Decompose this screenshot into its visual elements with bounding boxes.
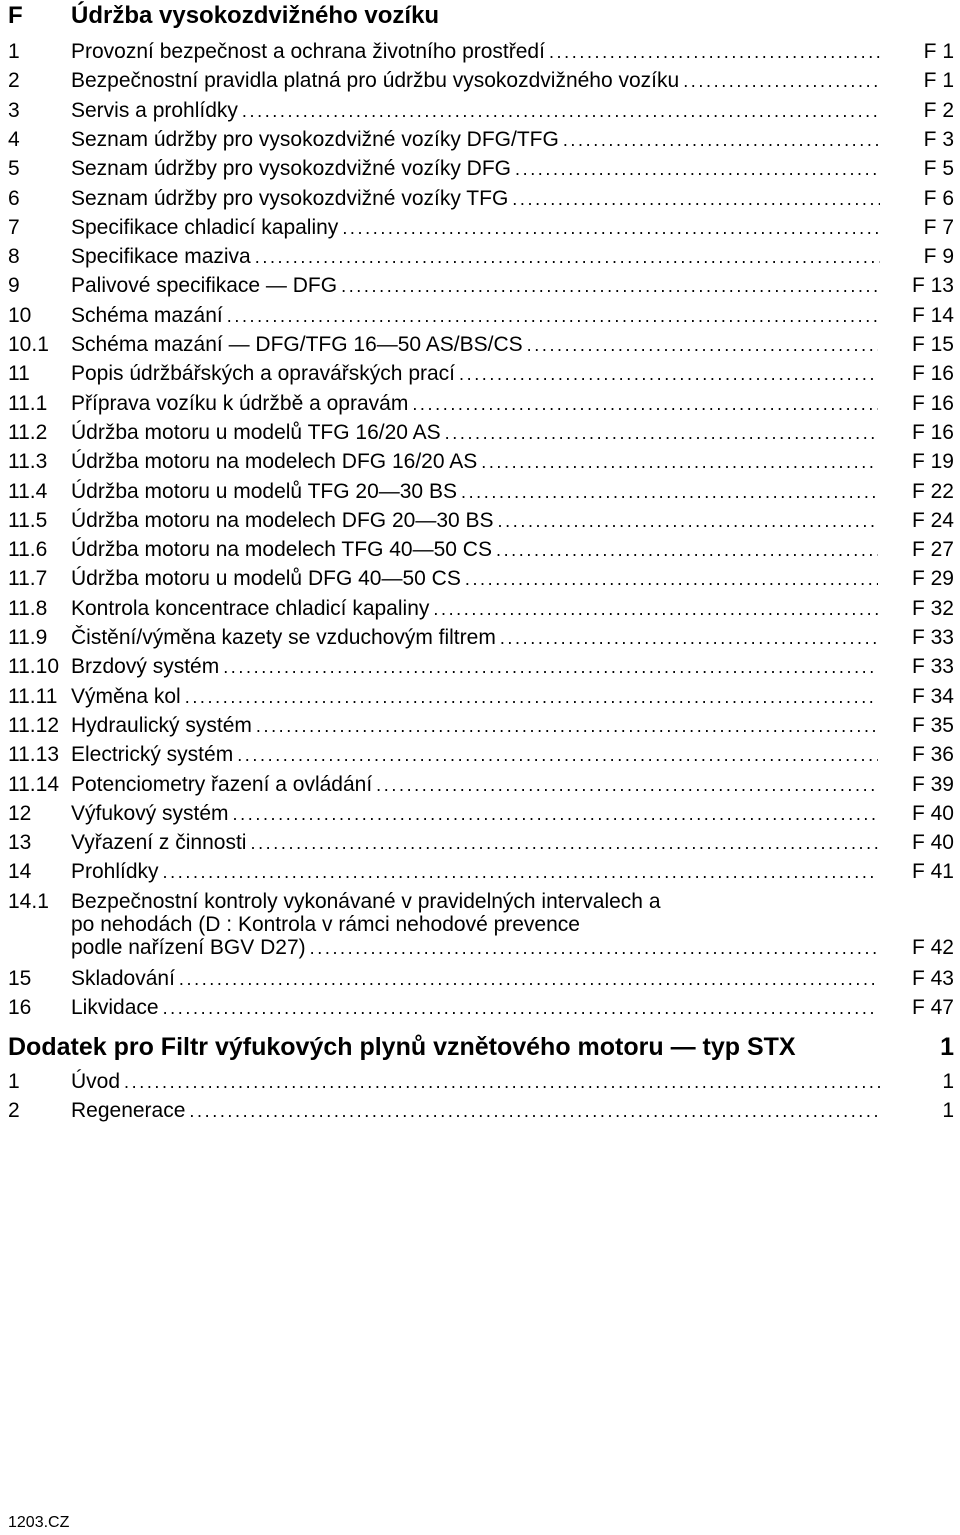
appendix-heading (8, 1033, 954, 1067)
toc-entry-number: 5 (8, 157, 20, 181)
toc-entry-title: Údržba motoru na modelech DFG 20—30 BS (71, 508, 494, 532)
toc-entry-number: 11.10 (8, 655, 59, 679)
toc-entry-number: 3 (8, 98, 20, 122)
toc-entry[interactable] (8, 184, 954, 213)
toc-entry-number: 11.13 (8, 743, 59, 767)
dot-leader (233, 800, 878, 829)
dot-leader (445, 419, 878, 448)
toc-entry-page: F 35 (911, 713, 954, 737)
toc-entry-page: F 16 (911, 420, 954, 444)
dot-leader (481, 448, 878, 477)
toc-entry-title: Hydraulický systém (71, 713, 252, 737)
toc-entry-number: 11.12 (8, 713, 59, 737)
toc-entry[interactable] (8, 594, 954, 623)
toc-entry-page: F 36 (911, 743, 954, 767)
toc-entry-number: 11.4 (8, 479, 48, 503)
dot-leader (342, 214, 880, 243)
appendix-page: 1 (940, 1033, 954, 1061)
toc-entry-number: 11.2 (8, 420, 48, 444)
toc-entry-number: 15 (8, 967, 32, 990)
toc-entry-page: F 39 (911, 772, 954, 796)
appendix-entry[interactable] (8, 1067, 954, 1096)
toc-entry-number: 14 (8, 860, 32, 884)
toc-entry-title: Schéma mazání (71, 303, 223, 327)
toc-entry[interactable] (8, 154, 954, 183)
toc-entry-page: F 3 (923, 127, 954, 151)
toc-entry-14-1[interactable] (8, 890, 954, 964)
toc-entry-title: Seznam údržby pro vysokozdvižné vozíky DFG (71, 157, 511, 181)
dot-leader (237, 741, 878, 770)
toc-entry-title: Palivové specifikace — DFG (71, 274, 338, 298)
toc-entry[interactable] (8, 213, 954, 242)
toc-entry-number: 13 (8, 831, 32, 855)
dot-leader (256, 712, 878, 741)
toc-entry[interactable] (8, 857, 954, 886)
toc-entry[interactable] (8, 711, 954, 740)
toc-entry-page: 1 (942, 1070, 954, 1093)
dot-leader (683, 67, 880, 96)
toc-entry-title: Provozní bezpečnost a ochrana životního prostředí (71, 40, 545, 63)
toc-entry-page: F 24 (911, 508, 954, 532)
toc-entry-page: F 16 (911, 391, 954, 415)
toc-entry[interactable] (8, 564, 954, 593)
toc-entry-number: 11.6 (8, 538, 48, 562)
dot-leader (242, 97, 880, 126)
toc-entry[interactable] (8, 96, 954, 125)
toc-entry[interactable] (8, 330, 954, 359)
dot-leader (250, 829, 878, 858)
toc-entry[interactable] (8, 740, 954, 769)
toc-entry[interactable] (8, 66, 954, 95)
toc-entry-page: F 16 (911, 362, 954, 386)
toc-entry-number: 11 (8, 362, 30, 386)
toc-entry-page: F 41 (911, 860, 954, 884)
toc-entry-title-line3: podle nařízení BGV D27) (71, 936, 306, 959)
toc-entry-page: F 6 (923, 186, 954, 210)
toc-entry[interactable] (8, 652, 954, 681)
toc-entry-title: Úvod (71, 1070, 121, 1093)
toc-entry[interactable] (8, 242, 954, 271)
toc-entry-title: Údržba motoru na modelech DFG 16/20 AS (71, 450, 478, 474)
toc-entry-page: F 33 (911, 655, 954, 679)
toc-entry-number: 2 (8, 69, 20, 93)
dot-leader (512, 185, 880, 214)
toc-entry-page: F 14 (911, 303, 954, 327)
dot-leader (227, 302, 878, 331)
dot-leader (255, 243, 880, 272)
toc-entry-title: Kontrola koncentrace chladicí kapaliny (71, 596, 430, 620)
toc-entry-page: 1 (942, 1099, 954, 1123)
toc-entry-title: Regenerace (71, 1099, 186, 1123)
toc-entry-title: Údržba motoru u modelů TFG 20—30 BS (71, 479, 457, 503)
dot-leader (459, 360, 878, 389)
toc-entry-page: F 22 (911, 479, 954, 503)
toc-entry-title-line2: po nehodách (D : Kontrola v rámci nehodové prevence (71, 913, 580, 936)
toc-entry-title: Výměna kol (71, 684, 181, 708)
toc-entry[interactable] (8, 799, 954, 828)
toc-entry-title: Prohlídky (71, 860, 159, 884)
toc-entry[interactable] (8, 447, 954, 476)
toc-entry[interactable] (8, 964, 954, 993)
footer-code: 1203.CZ (8, 1514, 70, 1531)
toc-entry-number: 12 (8, 801, 32, 825)
toc-entry-number: 10 (8, 303, 32, 327)
toc-entry-page: F 40 (911, 801, 954, 825)
toc-entry[interactable] (8, 301, 954, 330)
toc-entry-number: 11.5 (8, 508, 48, 532)
dot-leader (376, 771, 878, 800)
toc-entry[interactable] (8, 389, 954, 418)
dot-leader (412, 390, 878, 419)
toc-entry-title: Likvidace (71, 996, 159, 1020)
section-letter: F (8, 2, 23, 29)
toc-entry-page: F 33 (911, 626, 954, 649)
toc-entry-title: Skladování (71, 967, 175, 990)
toc-entry-number: 16 (8, 996, 32, 1020)
toc-entry-title: Specifikace chladicí kapaliny (71, 215, 339, 239)
toc-entry-page: F 27 (911, 538, 954, 562)
dot-leader (498, 507, 878, 536)
dot-leader (433, 595, 878, 624)
toc-entry-title: Servis a prohlídky (71, 98, 238, 122)
dot-leader (549, 38, 880, 67)
dot-leader (179, 965, 878, 994)
toc-entry-number: 8 (8, 245, 20, 269)
toc-entry-number: 1 (8, 1070, 20, 1093)
toc-entry-number: 1 (8, 40, 20, 63)
toc-entry[interactable] (8, 770, 954, 799)
toc-entry-page: F 13 (911, 274, 954, 298)
toc-entry-page: F 19 (911, 450, 954, 474)
toc-entry-number: 6 (8, 186, 20, 210)
toc-entry-page: F 9 (923, 245, 954, 269)
toc-entry[interactable] (8, 828, 954, 857)
dot-leader (124, 1068, 880, 1097)
dot-leader (461, 478, 878, 507)
toc-entry-page: F 29 (911, 567, 954, 591)
dot-leader (189, 1097, 880, 1126)
dot-leader (563, 126, 880, 155)
toc-entry-title: Specifikace maziva (71, 245, 251, 269)
toc-entry-title: Vyřazení z činnosti (71, 831, 247, 855)
toc-entry-title: Příprava vozíku k údržbě a opravám (71, 391, 409, 415)
toc-entry-title: Electrický systém (71, 743, 234, 767)
toc-entry[interactable] (8, 506, 954, 535)
toc-entry-number: 11.11 (8, 684, 58, 708)
toc-entry-title: Brzdový systém (71, 655, 220, 679)
toc-entry-number: 11.1 (8, 391, 48, 415)
toc-entry[interactable] (8, 682, 954, 711)
dot-leader (496, 536, 878, 565)
toc-entry-title: Výfukový systém (71, 801, 229, 825)
dot-leader (306, 937, 878, 960)
toc-entry-page: F 32 (911, 596, 954, 620)
toc-entry-title: Čistění/výměna kazety se vzduchovým filtrem (71, 626, 496, 649)
toc-entry-title: Popis údržbářských a opravářských prací (71, 362, 455, 386)
toc-entry[interactable] (8, 993, 954, 1022)
dot-leader (527, 331, 878, 360)
toc-entry-title: Údržba motoru na modelech TFG 40—50 CS (71, 538, 492, 562)
toc-entry-page: F 2 (923, 98, 954, 122)
toc-entry[interactable] (8, 125, 954, 154)
appendix-entry[interactable] (8, 1096, 954, 1125)
toc-entry-title: Potenciometry řazení a ovládání (71, 772, 373, 796)
toc-entry-number: 10.1 (8, 333, 49, 356)
toc-entry[interactable] (8, 418, 954, 447)
toc-entry[interactable] (8, 37, 954, 66)
toc-entry[interactable] (8, 477, 954, 506)
section-heading (8, 2, 954, 34)
toc-entry-page: F 1 (923, 40, 954, 63)
dot-leader (500, 624, 878, 653)
toc-entry-title: Údržba motoru u modelů DFG 40—50 CS (71, 567, 461, 591)
toc-entry-number: 9 (8, 274, 20, 298)
dot-leader (185, 683, 878, 712)
toc-entry-title: Bezpečnostní pravidla platná pro údržbu vysokozdvižného vozíku (71, 69, 680, 93)
toc-entry-title: Údržba motoru u modelů TFG 16/20 AS (71, 420, 441, 444)
toc-entry-page: F 1 (923, 69, 954, 93)
toc-entry-number: 11.7 (8, 567, 48, 591)
toc-entry[interactable] (8, 271, 954, 300)
dot-leader (515, 155, 880, 184)
toc-entry[interactable] (8, 623, 954, 652)
toc-entry-number: 11.14 (8, 772, 59, 796)
dot-leader (465, 565, 878, 594)
dot-leader (341, 272, 878, 301)
toc-entry-number: 11.9 (8, 626, 48, 649)
section-title: Údržba vysokozdvižného vozíku (71, 2, 440, 29)
toc-entry-title: Seznam údržby pro vysokozdvižné vozíky TFG (71, 186, 509, 210)
toc-entry-number: 14.1 (8, 890, 49, 913)
dot-leader (163, 994, 878, 1023)
toc-entry-page: F 5 (923, 157, 954, 181)
toc-entry-page: F 15 (911, 333, 954, 356)
dot-leader (163, 858, 878, 887)
toc-entry-number: 2 (8, 1099, 20, 1123)
toc-entry-title-line1: Bezpečnostní kontroly vykonávané v pravidelných intervalech a (71, 890, 661, 913)
toc-entry-number: 4 (8, 127, 20, 151)
toc-entry-number: 11.3 (8, 450, 48, 474)
toc-entry[interactable] (8, 359, 954, 388)
toc-entry-number: 11.8 (8, 596, 48, 620)
toc-entry-title: Seznam údržby pro vysokozdvižné vozíky DFG/TFG (71, 127, 559, 151)
toc-entry-page: F 7 (923, 215, 954, 239)
toc-entry-page: F 43 (911, 967, 954, 990)
appendix-title: Dodatek pro Filtr výfukových plynů vznětového motoru — typ STX (8, 1033, 796, 1061)
toc-entry[interactable] (8, 535, 954, 564)
toc-entry-number: 7 (8, 215, 20, 239)
toc-entry-page: F 47 (911, 996, 954, 1020)
toc-entry-page: F 42 (911, 936, 954, 959)
toc-entry-title: Schéma mazání — DFG/TFG 16—50 AS/BS/CS (71, 333, 523, 356)
dot-leader (223, 653, 878, 682)
toc-entry-page: F 40 (911, 831, 954, 855)
toc-entry-page: F 34 (911, 684, 954, 708)
